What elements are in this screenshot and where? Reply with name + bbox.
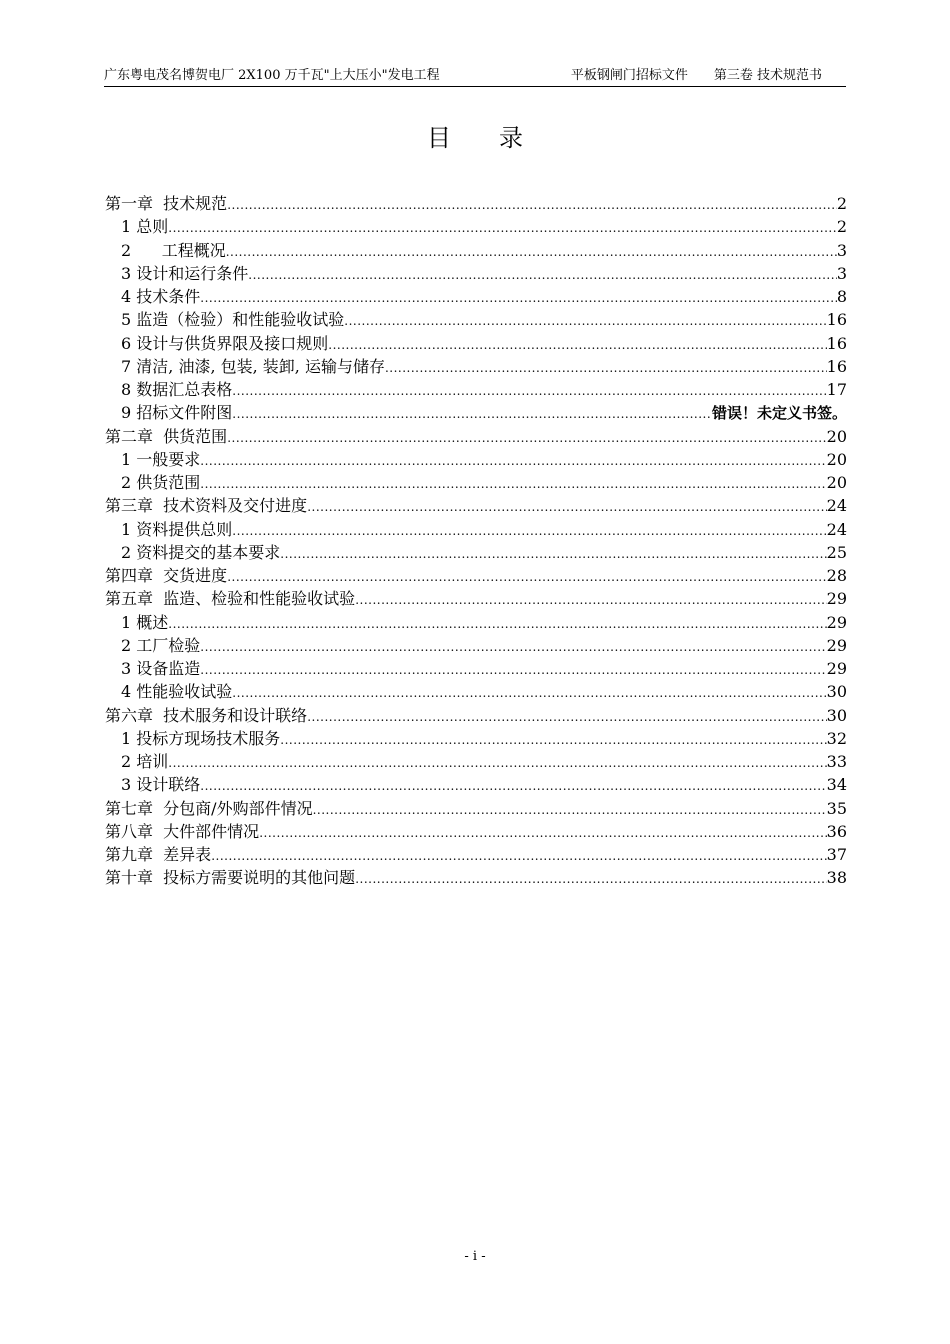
toc-section-entry[interactable]	[105, 773, 847, 796]
toc-entry-page: 29	[826, 635, 847, 655]
toc-entry-page: 30	[826, 682, 847, 702]
toc-entry-label: 3 设备监造	[121, 659, 201, 678]
toc-entry-label: 第十章 投标方需要说明的其他问题	[105, 868, 356, 888]
toc-dot-leader	[280, 543, 826, 564]
toc-entry-label: 1 资料提供总则	[121, 519, 233, 539]
toc-entry-page: 8	[836, 287, 847, 306]
header-right	[571, 66, 822, 86]
toc-section-entry[interactable]	[105, 332, 847, 355]
toc-entry-label: 5 监造（检验）和性能验收试验	[121, 310, 345, 330]
page-title: 目录	[427, 124, 571, 152]
toc-section-entry[interactable]	[105, 611, 847, 634]
toc-chapter-entry[interactable]	[105, 587, 847, 610]
toc-entry-page: 29	[826, 659, 847, 678]
toc-bookmark-error: 错误！未定义书签。	[711, 404, 847, 423]
toc-entry-label: 第一章 技术规范	[105, 194, 228, 213]
header-volume: 第三卷 技术规范书	[713, 68, 822, 83]
toc-dot-leader	[200, 450, 826, 471]
toc-dot-leader	[232, 403, 712, 424]
toc-section-entry[interactable]	[105, 239, 847, 262]
toc-entry-page: 24	[826, 496, 847, 516]
toc-entry-label: 3 设计和运行条件	[121, 263, 249, 283]
toc-dot-leader	[232, 520, 826, 541]
toc-entry-label: 1 投标方现场技术服务	[121, 728, 281, 748]
toc-chapter-entry[interactable]	[105, 704, 847, 727]
toc-entry-page: 20	[826, 426, 847, 446]
toc-chapter-entry[interactable]	[105, 192, 847, 215]
toc-dot-leader	[227, 194, 837, 215]
toc-section-entry[interactable]	[105, 657, 847, 680]
toc-entry-page: 38	[826, 868, 847, 888]
toc-entry-page: 36	[826, 821, 847, 841]
toc-entry-label: 4 性能验收试验	[121, 682, 233, 702]
toc-entry-label: 第四章 交货进度	[105, 566, 228, 585]
page-header	[104, 66, 846, 87]
toc-dot-leader	[313, 799, 827, 820]
toc-entry-page: 20	[826, 449, 847, 469]
toc-entry-page: 16	[826, 333, 847, 353]
toc-section-entry[interactable]	[105, 401, 847, 424]
toc-section-entry[interactable]	[105, 262, 847, 285]
header-project-title: 广东粤电茂名博贺电厂 2X100 万千瓦"上大压小"发电工程	[104, 68, 440, 83]
table-of-contents	[105, 192, 847, 890]
toc-entry-label: 第二章 供货范围	[105, 426, 228, 446]
toc-entry-page: 2	[836, 194, 847, 213]
toc-entry-page: 28	[826, 566, 847, 585]
toc-entry-label: 9 招标文件附图	[121, 403, 233, 423]
toc-dot-leader	[168, 217, 837, 238]
toc-dot-leader	[168, 613, 826, 634]
toc-entry-label: 2 工程概况	[121, 240, 226, 260]
toc-entry-label: 7 清洁, 油漆, 包装, 装卸, 运输与储存	[121, 356, 385, 376]
toc-dot-leader	[227, 566, 826, 587]
toc-section-entry[interactable]	[105, 285, 847, 308]
toc-entry-label: 第七章 分包商/外购部件情况	[105, 798, 313, 818]
toc-dot-leader	[280, 729, 826, 750]
toc-dot-leader	[355, 868, 826, 889]
toc-dot-leader	[227, 427, 826, 448]
toc-entry-page: 34	[826, 775, 847, 795]
toc-section-entry[interactable]	[105, 355, 847, 378]
toc-entry-page: 35	[826, 798, 847, 818]
toc-dot-leader	[168, 752, 826, 773]
toc-entry-page: 25	[826, 542, 847, 562]
toc-dot-leader	[232, 682, 826, 703]
toc-entry-label: 4 技术条件	[121, 287, 201, 306]
toc-entry-label: 第八章 大件部件情况	[105, 821, 260, 841]
toc-chapter-entry[interactable]	[105, 494, 847, 517]
toc-chapter-entry[interactable]	[105, 564, 847, 587]
toc-section-entry[interactable]	[105, 680, 847, 703]
toc-dot-leader	[232, 380, 826, 401]
toc-entry-label: 2 工厂检验	[121, 635, 201, 655]
toc-entry-label: 第六章 技术服务和设计联络	[105, 705, 308, 725]
toc-entry-page: 37	[826, 845, 847, 864]
toc-chapter-entry[interactable]	[105, 797, 847, 820]
toc-entry-page: 17	[826, 380, 847, 399]
toc-entry-page: 2	[836, 217, 847, 237]
toc-section-entry[interactable]	[105, 727, 847, 750]
toc-entry-label: 6 设计与供货界限及接口规则	[121, 333, 329, 353]
toc-entry-label: 第三章 技术资料及交付进度	[105, 496, 308, 516]
toc-dot-leader	[200, 287, 837, 308]
toc-entry-page: 32	[826, 728, 847, 748]
toc-entry-label: 2 培训	[121, 752, 169, 771]
toc-dot-leader	[307, 706, 826, 727]
toc-section-entry[interactable]	[105, 541, 847, 564]
toc-entry-page: 3	[836, 240, 847, 260]
toc-entry-page: 29	[826, 589, 847, 609]
toc-entry-label: 2 资料提交的基本要求	[121, 542, 281, 562]
toc-dot-leader	[200, 775, 826, 796]
toc-dot-leader	[248, 264, 837, 285]
toc-section-entry[interactable]	[105, 378, 847, 401]
toc-chapter-entry[interactable]	[105, 425, 847, 448]
toc-chapter-entry[interactable]	[105, 820, 847, 843]
toc-dot-leader	[226, 241, 837, 262]
toc-entry-label: 8 数据汇总表格	[121, 380, 233, 399]
toc-section-entry[interactable]	[105, 518, 847, 541]
toc-entry-label: 1 总则	[121, 217, 169, 237]
toc-chapter-entry[interactable]	[105, 866, 847, 889]
toc-chapter-entry[interactable]	[105, 843, 847, 866]
toc-entry-label: 1 概述	[121, 612, 169, 632]
toc-entry-label: 2 供货范围	[121, 473, 201, 492]
toc-entry-label: 第九章 差异表	[105, 845, 212, 864]
toc-dot-leader	[200, 473, 826, 494]
toc-dot-leader	[307, 496, 826, 517]
toc-section-entry[interactable]	[105, 308, 847, 331]
toc-section-entry[interactable]	[105, 215, 847, 238]
toc-dot-leader	[200, 636, 826, 657]
page-number: - i -	[464, 1249, 486, 1264]
toc-dot-leader	[259, 822, 826, 843]
toc-entry-page: 16	[826, 356, 847, 376]
toc-dot-leader	[385, 357, 827, 378]
toc-entry-page: 16	[826, 310, 847, 330]
toc-dot-leader	[344, 310, 826, 331]
toc-dot-leader	[211, 845, 826, 866]
toc-entry-label: 第五章 监造、检验和性能验收试验	[105, 589, 356, 609]
toc-dot-leader	[328, 334, 826, 355]
header-doc-name: 平板钢闸门招标文件	[570, 68, 688, 83]
toc-section-entry[interactable]	[105, 750, 847, 773]
toc-section-entry[interactable]	[105, 448, 847, 471]
toc-dot-leader	[355, 589, 826, 610]
toc-entry-page: 20	[826, 473, 847, 492]
toc-entry-page: 3	[836, 263, 847, 283]
toc-entry-label: 3 设计联络	[121, 775, 201, 795]
toc-entry-label: 1 一般要求	[121, 449, 201, 469]
toc-entry-page: 24	[826, 519, 847, 539]
toc-entry-page: 29	[826, 612, 847, 632]
toc-entry-page: 30	[826, 705, 847, 725]
toc-dot-leader	[200, 659, 826, 680]
toc-section-entry[interactable]	[105, 471, 847, 494]
toc-section-entry[interactable]	[105, 634, 847, 657]
toc-entry-page: 33	[826, 752, 847, 771]
